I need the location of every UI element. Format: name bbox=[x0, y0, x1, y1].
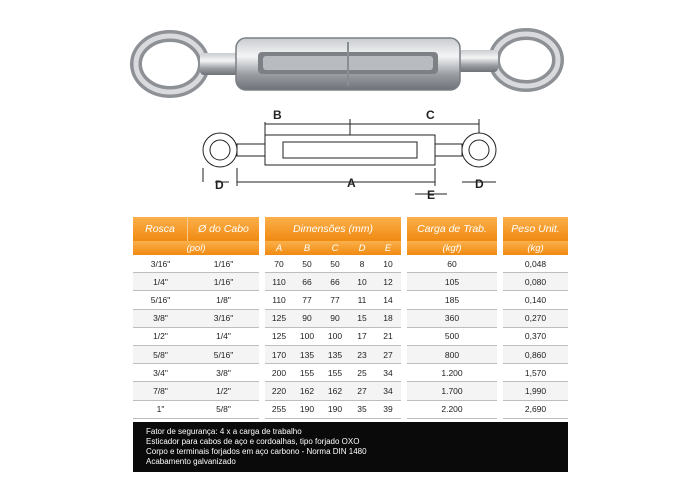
cell-e: 34 bbox=[375, 364, 401, 382]
cell-carga: 360 bbox=[407, 310, 497, 328]
cell-carga: 800 bbox=[407, 346, 497, 364]
cell-d: 35 bbox=[349, 401, 375, 419]
cell-c: 50 bbox=[321, 255, 349, 273]
table-row bbox=[133, 273, 568, 291]
cell-rosca: 1/2" bbox=[133, 328, 188, 346]
header-carga: Carga de Trab. bbox=[407, 217, 497, 241]
cell-cabo: 1/4" bbox=[188, 328, 259, 346]
note-line: Esticador para cabos de aço e cordoalhas, tipo forjado OXO bbox=[146, 436, 360, 446]
cell-c: 162 bbox=[321, 382, 349, 400]
cell-cabo: 1/2" bbox=[188, 382, 259, 400]
header-dim-a: A bbox=[265, 241, 293, 255]
cell-cabo: 5/16" bbox=[188, 346, 259, 364]
cell-a: 110 bbox=[265, 291, 293, 309]
cell-carga: 2.200 bbox=[407, 401, 497, 419]
cell-c: 135 bbox=[321, 346, 349, 364]
cell-peso: 0,080 bbox=[503, 273, 568, 291]
cell-e: 21 bbox=[375, 328, 401, 346]
cell-cabo: 1/16" bbox=[188, 273, 259, 291]
cell-rosca: 7/8" bbox=[133, 382, 188, 400]
cell-a: 125 bbox=[265, 328, 293, 346]
notes-box bbox=[133, 422, 568, 472]
cell-e: 14 bbox=[375, 291, 401, 309]
cell-c: 155 bbox=[321, 364, 349, 382]
cell-rosca: 5/8" bbox=[133, 346, 188, 364]
header-pol: (pol) bbox=[133, 241, 259, 255]
note-line: Acabamento galvanizado bbox=[146, 456, 236, 466]
cell-a: 125 bbox=[265, 310, 293, 328]
cell-c: 66 bbox=[321, 273, 349, 291]
cell-e: 12 bbox=[375, 273, 401, 291]
cell-d: 10 bbox=[349, 273, 375, 291]
cell-e: 18 bbox=[375, 310, 401, 328]
cell-b: 77 bbox=[293, 291, 321, 309]
label-d-right: D bbox=[475, 177, 484, 191]
cell-d: 23 bbox=[349, 346, 375, 364]
label-d-left: D bbox=[215, 178, 224, 192]
note-line: Fator de segurança: 4 x a carga de trabalho bbox=[146, 426, 302, 436]
cell-e: 27 bbox=[375, 346, 401, 364]
label-a: A bbox=[347, 176, 356, 190]
cell-d: 15 bbox=[349, 310, 375, 328]
table-row bbox=[133, 255, 568, 273]
turnbuckle-photo bbox=[128, 18, 568, 106]
cell-d: 25 bbox=[349, 364, 375, 382]
spec-table-wrapper bbox=[133, 217, 568, 472]
cell-peso: 1,990 bbox=[503, 382, 568, 400]
cell-carga: 185 bbox=[407, 291, 497, 309]
table-row bbox=[133, 382, 568, 400]
cell-peso: 0,048 bbox=[503, 255, 568, 273]
table-row bbox=[133, 401, 568, 419]
cell-carga: 60 bbox=[407, 255, 497, 273]
cell-d: 8 bbox=[349, 255, 375, 273]
note-line: Corpo e terminais forjados em aço carbono - Norma DIN 1480 bbox=[146, 446, 367, 456]
cell-carga: 500 bbox=[407, 328, 497, 346]
header-peso: Peso Unit. bbox=[503, 217, 568, 241]
cell-a: 70 bbox=[265, 255, 293, 273]
table-row bbox=[133, 291, 568, 309]
cell-a: 170 bbox=[265, 346, 293, 364]
header-dimensoes: Dimensões (mm) bbox=[265, 217, 401, 241]
cell-peso: 0,370 bbox=[503, 328, 568, 346]
table-row bbox=[133, 364, 568, 382]
header-kg: (kg) bbox=[503, 241, 568, 255]
cell-b: 90 bbox=[293, 310, 321, 328]
cell-cabo: 1/8" bbox=[188, 291, 259, 309]
cell-peso: 0,860 bbox=[503, 346, 568, 364]
cell-b: 50 bbox=[293, 255, 321, 273]
header-cabo: Ø do Cabo bbox=[188, 217, 259, 241]
cell-rosca: 1" bbox=[133, 401, 188, 419]
label-b: B bbox=[273, 108, 282, 122]
cell-d: 17 bbox=[349, 328, 375, 346]
cell-c: 90 bbox=[321, 310, 349, 328]
cell-cabo: 5/8" bbox=[188, 401, 259, 419]
cell-peso: 0,140 bbox=[503, 291, 568, 309]
cell-d: 11 bbox=[349, 291, 375, 309]
cell-a: 200 bbox=[265, 364, 293, 382]
label-c: C bbox=[426, 108, 435, 122]
cell-peso: 0,270 bbox=[503, 310, 568, 328]
spec-table-body bbox=[133, 255, 568, 419]
header-kgf: (kgf) bbox=[407, 241, 497, 255]
cell-rosca: 3/4" bbox=[133, 364, 188, 382]
cell-c: 77 bbox=[321, 291, 349, 309]
header-rosca: Rosca bbox=[133, 217, 188, 241]
cell-cabo: 3/16" bbox=[188, 310, 259, 328]
cell-b: 162 bbox=[293, 382, 321, 400]
header-dim-b: B bbox=[293, 241, 321, 255]
cell-a: 110 bbox=[265, 273, 293, 291]
cell-cabo: 1/16" bbox=[188, 255, 259, 273]
cell-rosca: 5/16" bbox=[133, 291, 188, 309]
cell-b: 135 bbox=[293, 346, 321, 364]
cell-b: 66 bbox=[293, 273, 321, 291]
cell-a: 220 bbox=[265, 382, 293, 400]
cell-peso: 2,690 bbox=[503, 401, 568, 419]
cell-b: 155 bbox=[293, 364, 321, 382]
cell-rosca: 3/8" bbox=[133, 310, 188, 328]
header-dim-e: E bbox=[375, 241, 401, 255]
cell-a: 255 bbox=[265, 401, 293, 419]
table-row bbox=[133, 328, 568, 346]
cell-e: 34 bbox=[375, 382, 401, 400]
header-dim-c: C bbox=[321, 241, 349, 255]
cell-b: 100 bbox=[293, 328, 321, 346]
table-row bbox=[133, 310, 568, 328]
header-dim-d: D bbox=[349, 241, 375, 255]
cell-c: 100 bbox=[321, 328, 349, 346]
cell-cabo: 3/8" bbox=[188, 364, 259, 382]
cell-d: 27 bbox=[349, 382, 375, 400]
cell-peso: 1,570 bbox=[503, 364, 568, 382]
cell-c: 190 bbox=[321, 401, 349, 419]
cell-carga: 105 bbox=[407, 273, 497, 291]
cell-rosca: 3/16" bbox=[133, 255, 188, 273]
cell-e: 39 bbox=[375, 401, 401, 419]
cell-rosca: 1/4" bbox=[133, 273, 188, 291]
table-row bbox=[133, 346, 568, 364]
spec-table bbox=[133, 217, 568, 419]
cell-carga: 1.700 bbox=[407, 382, 497, 400]
cell-e: 10 bbox=[375, 255, 401, 273]
label-e: E bbox=[427, 188, 436, 202]
cell-carga: 1.200 bbox=[407, 364, 497, 382]
dimension-diagram bbox=[185, 102, 515, 202]
cell-b: 190 bbox=[293, 401, 321, 419]
